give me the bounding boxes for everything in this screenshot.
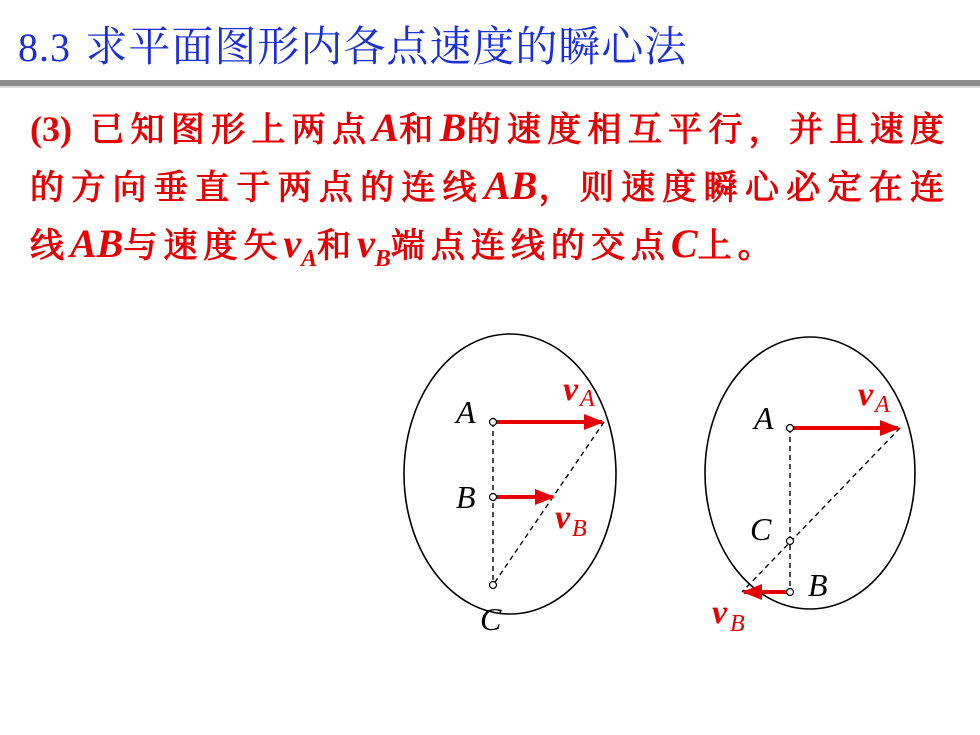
var-vA: $v_A$ [283, 221, 318, 272]
label-A-right: A [754, 400, 774, 436]
var-AB-1: AB [483, 163, 538, 208]
var-A: A [372, 105, 399, 150]
statement-text-3: ，则速度瞬心必定在连线 [30, 168, 951, 266]
var-B: B [439, 105, 467, 150]
svg-text:v: v [563, 371, 579, 408]
label-B-right: B [808, 567, 828, 603]
label-A-left: A [456, 394, 476, 430]
label-B-left: B [456, 479, 476, 515]
svg-text:v: v [555, 499, 571, 536]
rigid-body-outline-left [404, 334, 616, 614]
title-text: 求平面图形内各点速度的瞬心法 [85, 22, 688, 71]
statement-text-5: 端点连线的交点 [390, 226, 671, 266]
svg-text:v: v [858, 376, 874, 413]
svg-text:B: B [730, 611, 745, 637]
statement-text-4: 与速度矢 [123, 226, 284, 266]
svg-text:A: A [875, 392, 890, 418]
statement-text-6: 上。 [697, 226, 778, 266]
label-vB-left [555, 499, 587, 542]
point-B-marker-left [490, 494, 497, 501]
label-vA-right [858, 376, 890, 418]
point-A-marker-right [787, 425, 794, 432]
statement-and-2: 和 [317, 226, 358, 266]
statement-text-2: 的速度相互平行，并且速度的方向垂直于两点的连线 [30, 110, 951, 208]
label-C-left: C [480, 601, 502, 637]
var-vB: $v_B$ [357, 221, 391, 272]
label-vB-right [712, 594, 745, 637]
var-AB-2: AB [70, 221, 124, 266]
title-number: 8.3 [18, 25, 71, 70]
point-C-marker-right [787, 538, 794, 545]
line-tips-left [493, 422, 604, 585]
statement-text-1: 已知图形上两点 [90, 110, 373, 150]
statement-and-1: 和 [399, 110, 440, 150]
case-number: (3) [30, 109, 72, 149]
figure-left [404, 334, 616, 637]
svg-text:B: B [572, 516, 587, 542]
var-C: C [670, 221, 698, 266]
point-A-marker-left [490, 419, 497, 426]
svg-text:A: A [580, 386, 595, 412]
point-B-marker-right [787, 589, 794, 596]
figure-right [705, 337, 915, 637]
label-vA-left [563, 371, 595, 412]
svg-text:v: v [712, 594, 728, 631]
label-C-right: C [750, 511, 772, 547]
point-C-marker-left [490, 582, 497, 589]
